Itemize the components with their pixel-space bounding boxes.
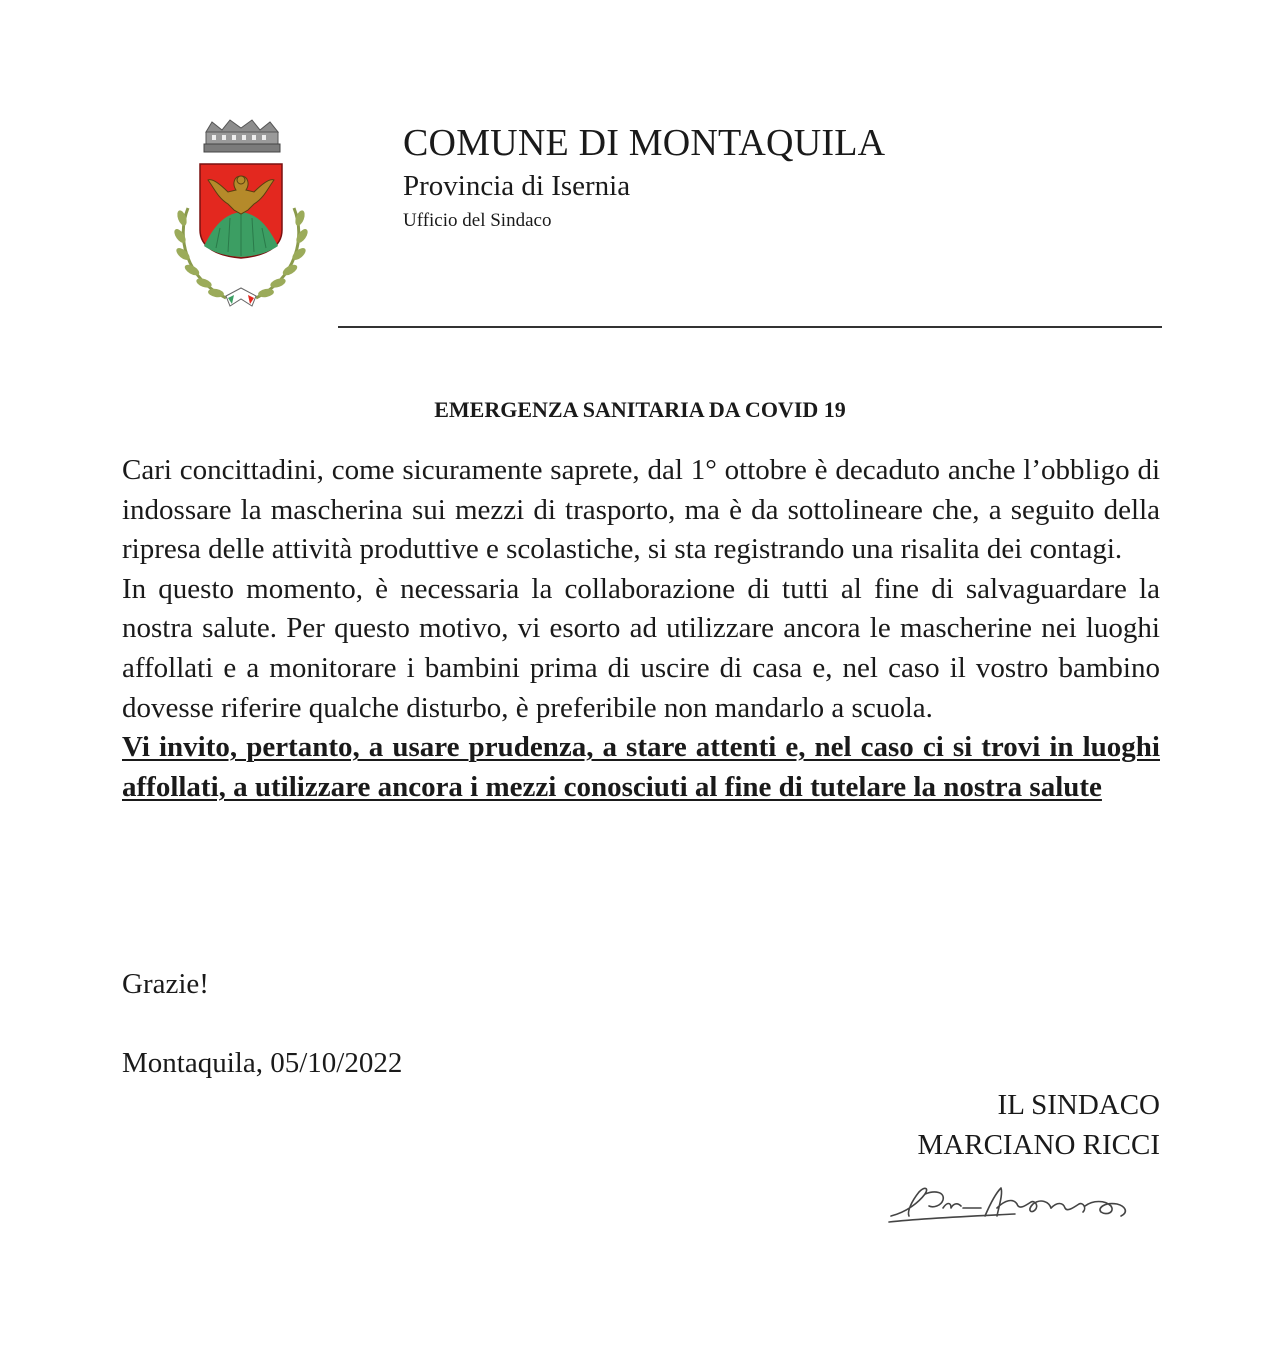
signatory-title: IL SINDACO: [997, 1089, 1160, 1121]
body-paragraph-2: In questo momento, è necessaria la collaborazione di tutti al fine di salvaguardare la nostra salute. Per questo motivo, vi esorto ad utilizzare ancora le mascherine nei luoghi affollati e a monitorare i bambini prima di uscire di casa e, nel caso il vostro bambino dovesse riferire qualche disturbo, è preferibile non mandarlo a scuola.: [122, 572, 1160, 724]
body-paragraph-1: Cari concittadini, come sicuramente saprete, dal 1° ottobre è decaduto anche l’obbligo di indossare la mascherina sui mezzi di trasporto, ma è da sottolineare che, a seguito della ripresa delle attività produttive e scolastiche, si sta registrando una risalita dei contagi.: [122, 454, 1160, 566]
handwritten-signature-icon: [885, 1172, 1140, 1232]
municipal-coat-of-arms-icon: [168, 118, 314, 310]
office-name: Ufficio del Sindaco: [403, 210, 552, 231]
letter-body: [122, 451, 1160, 807]
organization-name: COMUNE DI MONTAQUILA: [403, 122, 886, 164]
closing-text: Grazie!: [122, 968, 209, 1000]
letterhead-text: [403, 120, 885, 233]
emphasis-paragraph: Vi invito, pertanto, a usare prudenza, a stare attenti e, nel caso ci si trovi in luoghi affollati, a utilizzare ancora i mezzi conosciuti al fine di tutelare la nostra salute: [122, 731, 1160, 803]
province-name: Provincia di Isernia: [403, 170, 631, 202]
header-divider: [338, 326, 1162, 328]
signatory-name: MARCIANO RICCI: [917, 1129, 1160, 1161]
signatory-block: [918, 1085, 1161, 1165]
subject-heading: EMERGENZA SANITARIA DA COVID 19: [434, 397, 846, 422]
place-and-date: Montaquila, 05/10/2022: [122, 1047, 403, 1079]
